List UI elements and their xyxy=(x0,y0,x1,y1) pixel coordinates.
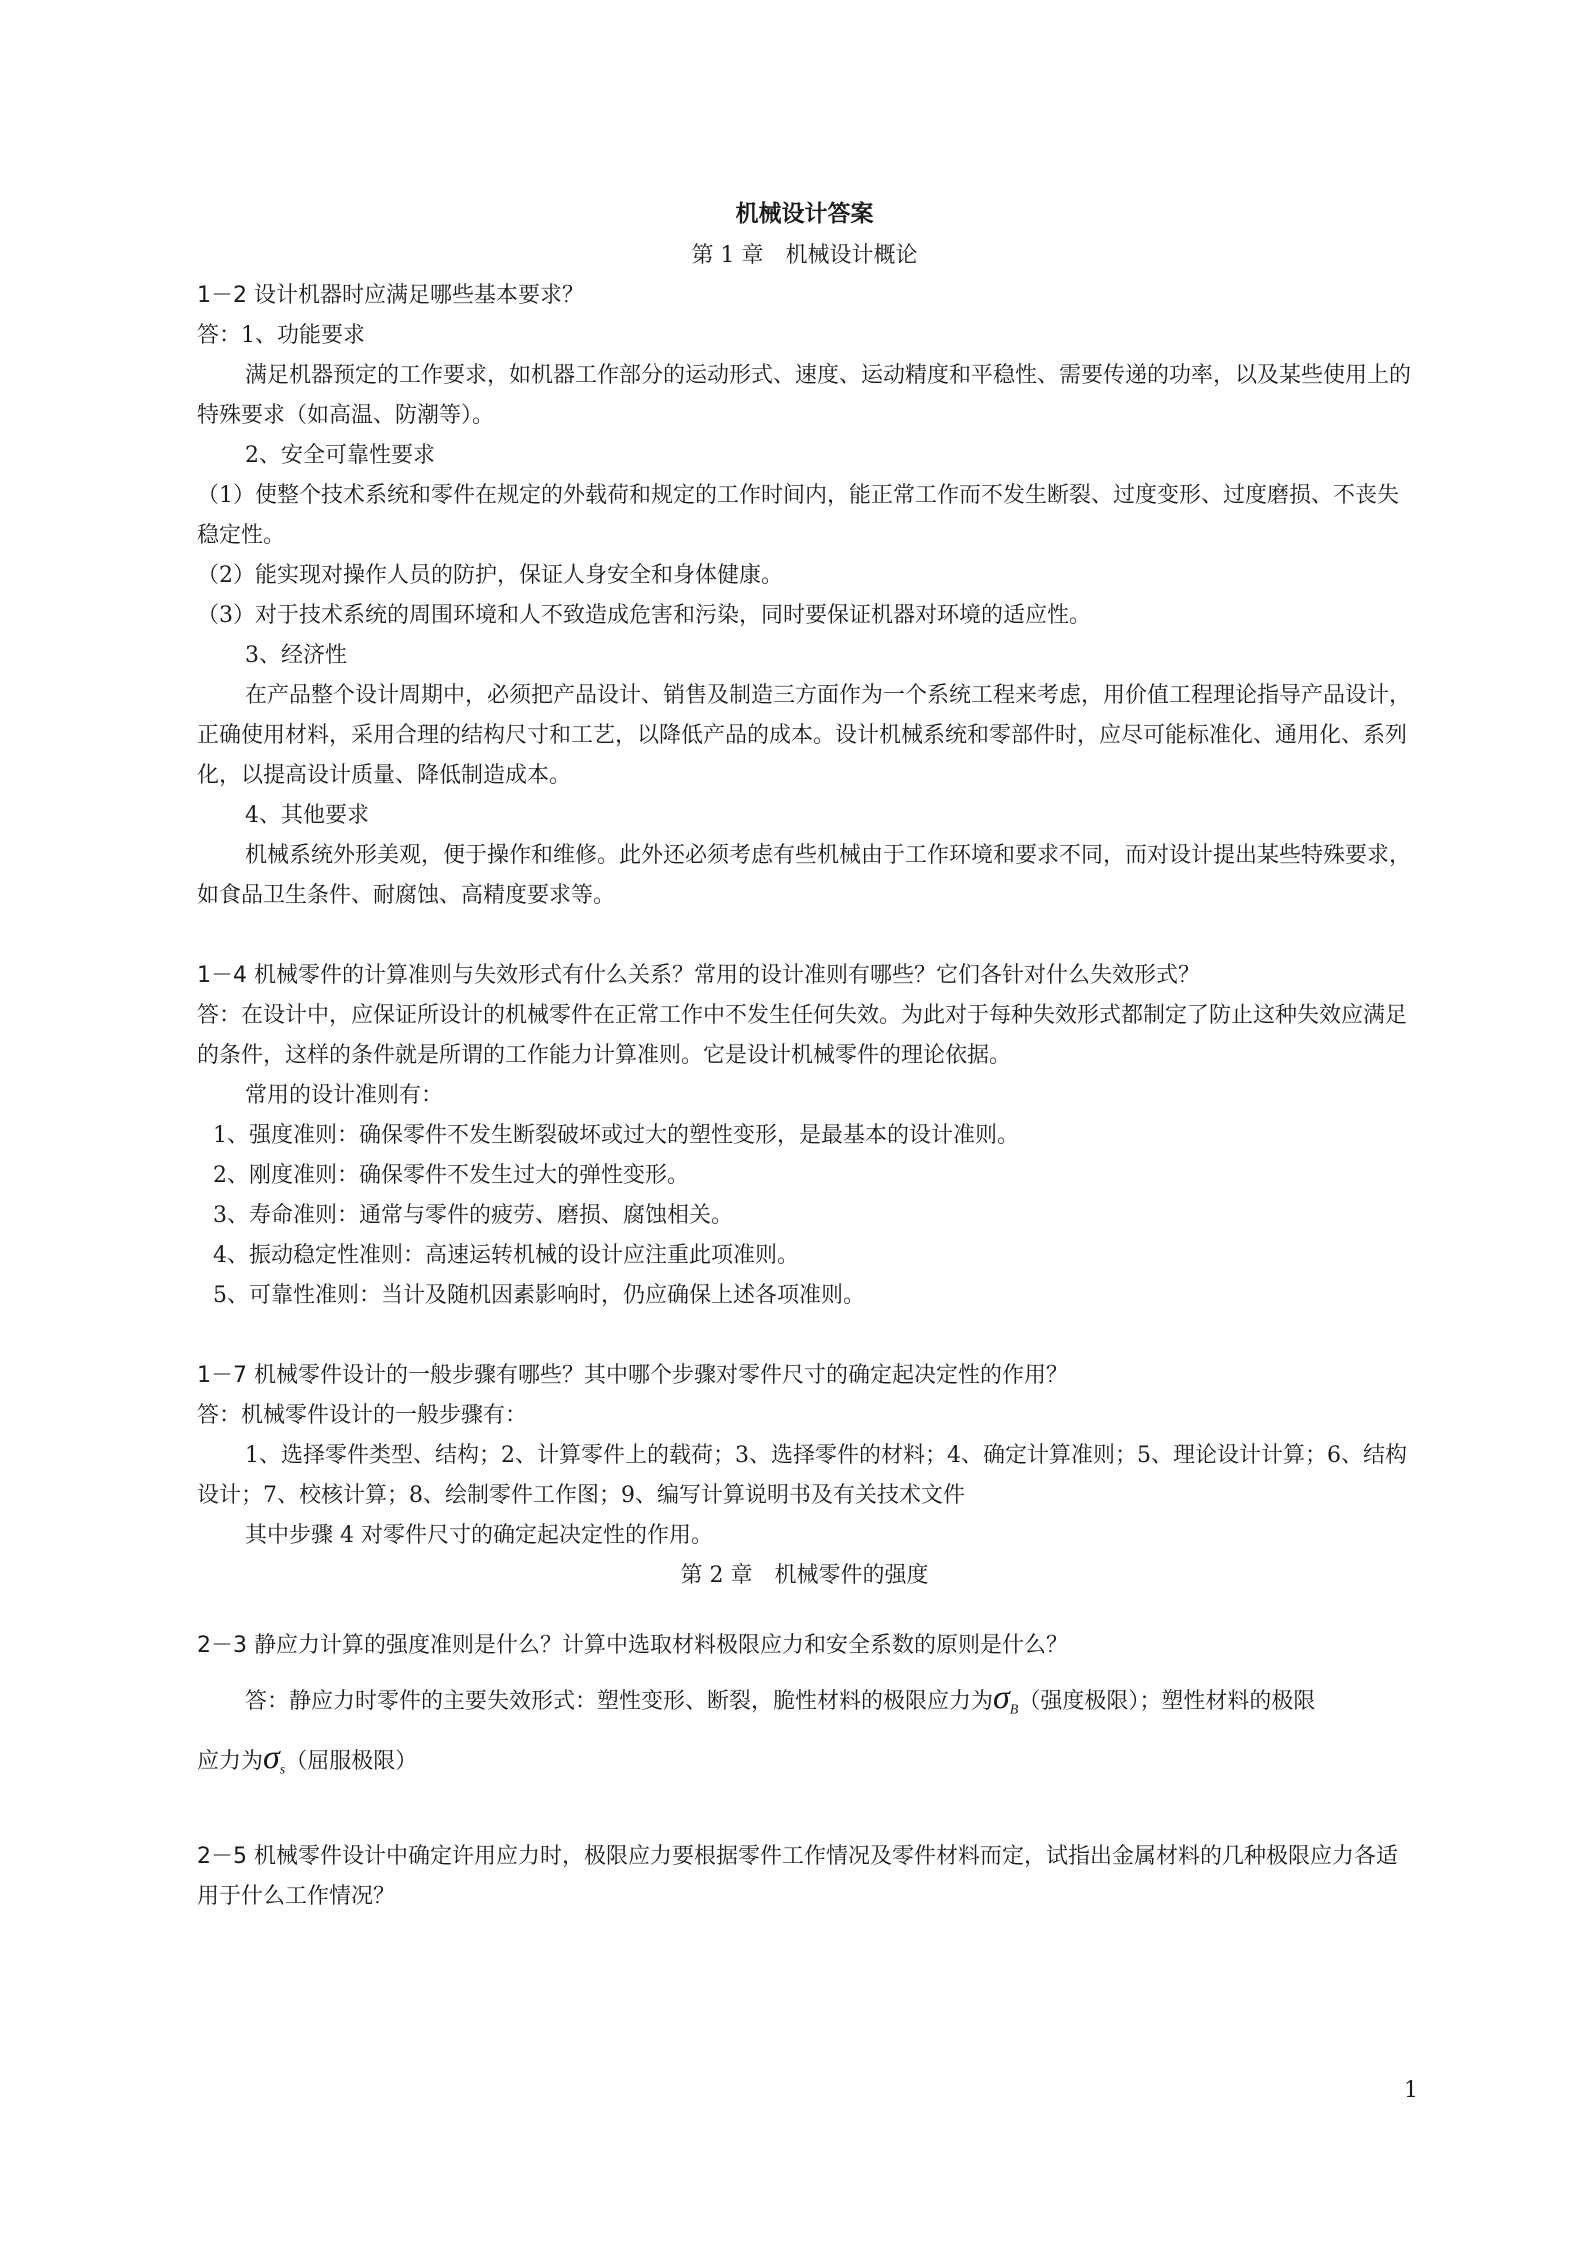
subscript-b: B xyxy=(1009,1702,1019,1718)
list-item: 5、可靠性准则：当计及随机因素影响时，仍应确保上述各项准则。 xyxy=(213,1283,865,1308)
answer-text: （强度极限）；塑性材料的极限 xyxy=(1018,1689,1316,1714)
answer-paragraph: （3）对于技术系统的周围环境和人不致造成危害和污染，同时要保证机器对环境的适应性。 xyxy=(197,603,1092,628)
sigma-symbol: σ xyxy=(993,1679,1010,1716)
answer-text: 应力为 xyxy=(197,1749,264,1775)
section-spacer xyxy=(197,1316,1412,1356)
list-item: 1、强度准则：确保零件不发生断裂破坏或过大的塑性变形，是最基本的设计准则。 xyxy=(213,1123,1019,1148)
answer-subheading: 2、安全可靠性要求 xyxy=(245,443,435,468)
answer-subheading: 4、其他要求 xyxy=(245,803,369,828)
answer-paragraph-2-3 xyxy=(197,1676,1412,1732)
chapter-2-heading: 第 2 章 机械零件的强度 xyxy=(680,1563,929,1588)
document-title: 机械设计答案 xyxy=(735,200,874,227)
answer-paragraph: （1）使整个技术系统和零件在规定的外载荷和规定的工作时间内，能正常工作而不发生断裂、过度变形、过度磨损、不丧失稳定性。 xyxy=(197,483,1400,548)
question-1-7: 1－7 机械零件设计的一般步骤有哪些？其中哪个步骤对零件尺寸的确定起决定性的作用？ xyxy=(197,1363,1068,1388)
answer-subheading: 3、经济性 xyxy=(245,643,347,668)
page-content xyxy=(197,198,1412,1917)
answer-steps: 1、选择零件类型、结构；2、计算零件上的载荷；3、选择零件的材料；4、确定计算准则；5、理论设计计算；6、结构设计；7、校核计算；8、绘制零件工作图；9、编写计算说明书及有关技术文件 xyxy=(197,1443,1407,1508)
answer-paragraph: 机械系统外形美观，便于操作和维修。此外还必须考虑有些机械由于工作环境和要求不同，而对设计提出某些特殊要求，如食品卫生条件、耐腐蚀、高精度要求等。 xyxy=(197,843,1412,908)
answer-paragraph: 在产品整个设计周期中，必须把产品设计、销售及制造三方面作为一个系统工程来考虑，用价值工程理论指导产品设计，正确使用材料，采用合理的结构尺寸和工艺，以降低产品的成本。设计机械系统和零部件时，应尽可能标准化、通用化、系列化，以提高设计质量、降低制造成本。 xyxy=(197,683,1412,788)
answer-intro: 常用的设计准则有： xyxy=(245,1083,444,1108)
section-spacer xyxy=(197,916,1412,956)
answer-text: （屈服极限） xyxy=(285,1749,418,1775)
subscript-s: s xyxy=(279,1762,286,1778)
list-item: 4、振动稳定性准则：高速运转机械的设计应注重此项准则。 xyxy=(213,1243,799,1268)
question-1-2: 1－2 设计机器时应满足哪些基本要求？ xyxy=(197,283,584,308)
answer-paragraph: 答：在设计中，应保证所设计的机械零件在正常工作中不发生任何失效。为此对于每种失效形式都制定了防止这种失效应满足的条件，这样的条件就是所谓的工作能力计算准则。它是设计机械零件的理论依据。 xyxy=(197,1003,1408,1068)
answer-paragraph: 满足机器预定的工作要求，如机器工作部分的运动形式、速度、运动精度和平稳性、需要传递的功率，以及某些使用上的特殊要求（如高温、防潮等）。 xyxy=(197,363,1412,428)
question-2-3: 2－3 静应力计算的强度准则是什么？计算中选取材料极限应力和安全系数的原则是什么？ xyxy=(197,1633,1068,1658)
sigma-symbol: σ xyxy=(263,1739,280,1777)
answer-conclusion: 其中步骤 4 对零件尺寸的确定起决定性的作用。 xyxy=(245,1523,713,1548)
section-spacer xyxy=(197,1797,1412,1837)
section-spacer xyxy=(197,1596,1412,1626)
question-1-4: 1－4 机械零件的计算准则与失效形式有什么关系？常用的设计准则有哪些？它们各针对什么失效形式？ xyxy=(197,963,1200,988)
question-2-5: 2－5 机械零件设计中确定许用应力时，极限应力要根据零件工作情况及零件材料而定，试指出金属材料的几种极限应力各适用于什么工作情况？ xyxy=(197,1843,1398,1909)
list-item: 3、寿命准则：通常与零件的疲劳、磨损、腐蚀相关。 xyxy=(213,1203,733,1228)
answer-paragraph-2-3-cont xyxy=(197,1732,1412,1796)
answer-line: 答：1、功能要求 xyxy=(197,323,365,348)
chapter-1-heading: 第 1 章 机械设计概论 xyxy=(691,243,918,268)
answer-line: 答：机械零件设计的一般步骤有： xyxy=(197,1403,528,1428)
answer-paragraph: （2）能实现对操作人员的防护，保证人身安全和身体健康。 xyxy=(197,563,783,588)
answer-text: 答：静应力时零件的主要失效形式：塑性变形、断裂，脆性材料的极限应力为 xyxy=(245,1689,994,1714)
list-item: 2、刚度准则：确保零件不发生过大的弹性变形。 xyxy=(213,1163,689,1188)
page-number: 1 xyxy=(1404,2078,1418,2103)
